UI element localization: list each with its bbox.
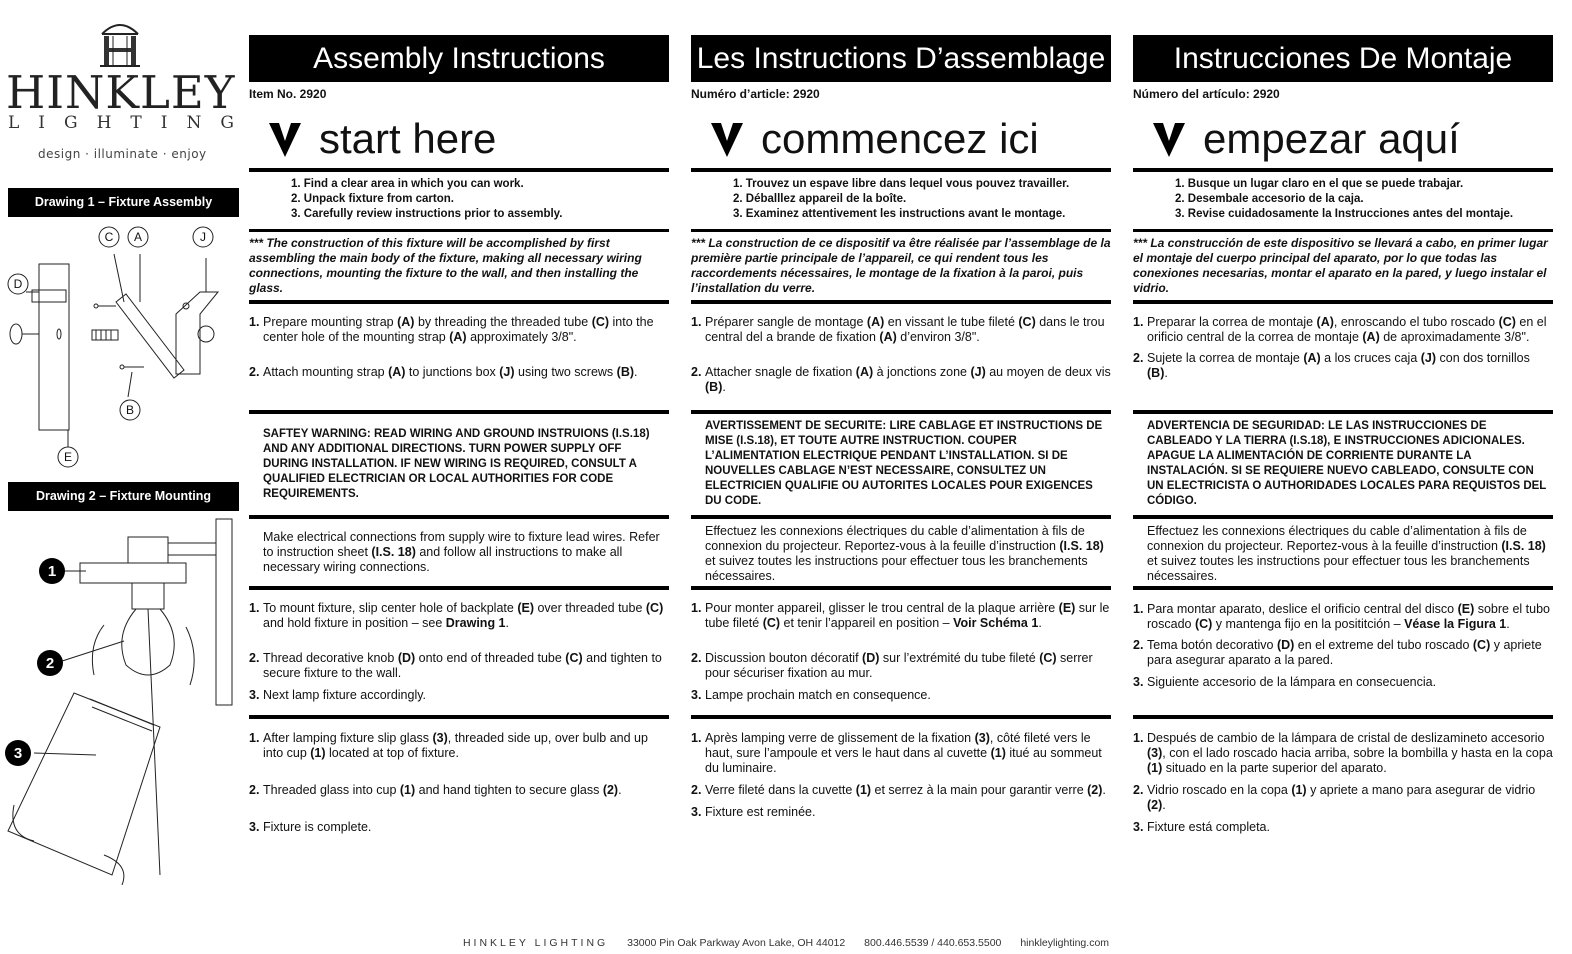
step-text: y apriete para asegurar aparato a la pared.: [1147, 638, 1542, 667]
brand-sub: LIGHTING: [8, 113, 253, 133]
column-title: Les Instructions D’assemblage: [691, 35, 1111, 82]
step-text: (1): [1291, 783, 1307, 797]
step-number: 1.: [249, 315, 260, 329]
step-text: en el extreme del tubo roscado: [1294, 638, 1473, 652]
electrical-connections: [691, 519, 1111, 586]
footer: [0, 937, 1572, 949]
step-text: (A): [855, 365, 874, 379]
step-text: (A): [397, 315, 415, 329]
step-number: 3.: [691, 805, 702, 819]
step-number: 3.: [249, 688, 260, 702]
step-s3-1: [691, 731, 1111, 776]
step-text: à jonctions zone: [873, 365, 971, 379]
step-text: (A): [879, 330, 897, 344]
step-text: y apriete a mano para asegurar de vidrio: [1306, 783, 1536, 797]
column-french: [691, 35, 1111, 865]
step-text: After lamping fixture slip glass: [263, 731, 433, 745]
step-text: (J): [970, 365, 986, 379]
elec-text: Effectuez les connexions électriques du cable d’alimentation à fils de connexion du projecteur. Reportez-vous à la feuille d’instruction: [1147, 524, 1527, 553]
elec-ref: (I.S. 18): [1059, 539, 1104, 553]
step-text: Lampe prochain match en consequence.: [705, 688, 931, 702]
step-s1-2: [1133, 351, 1553, 381]
brand-tagline: design · illuminate · enjoy: [38, 147, 207, 161]
step-text: .: [1038, 616, 1042, 630]
drawing-2-fixture-mounting: [4, 515, 240, 885]
safety-warning: ADVERTENCIA DE SEGURIDAD: LE LAS INSTRUCCIONES DE CABLEADO Y LA TIERRA (I.S.18), E INSTRUCCIONES ADICIONALES. APAGUE LA ALIMENTACIÓN DE CORRIENTE DURANTE LA INSTALACIÓN. SI SE REQUIERE NUEVO CABLEADO, CONSULTE CON UN ELECTRICISTA O AUTHORIDADES LOCALES PARA REQUISTOS DEL CÓDIGO.: [1147, 420, 1547, 507]
step-s2-2: [691, 651, 1111, 681]
step-number: 1.: [691, 315, 702, 329]
step-number: 3.: [249, 820, 260, 834]
step-text: , enroscando el tubo roscado: [1333, 315, 1499, 329]
start-here: [1133, 111, 1553, 168]
step-text: Après lamping verre de glissement de la fixation: [705, 731, 975, 745]
mount-steps: [691, 590, 1111, 715]
prep-item: 2. Desembale accesorio de la caja.: [1175, 193, 1364, 205]
prep-list: [1133, 172, 1553, 229]
step-text: .: [1164, 366, 1168, 380]
step-text: (A): [388, 365, 406, 379]
step-text: to junctions box: [405, 365, 500, 379]
step-number: 1.: [1133, 315, 1144, 329]
step-text: a los cruces caja: [1320, 351, 1421, 365]
step-text: Pour monter appareil, glisser le trou central de la plaque arrière: [705, 601, 1059, 615]
callout-2: 2: [45, 655, 55, 672]
prep-item: 3. Revise cuidadosamente la Instrucciones antes del montaje.: [1175, 208, 1514, 220]
elec-text: et suivez toutes les instructions pour effectuer tous les branchements nécessaires.: [1147, 554, 1530, 583]
callout-e: E: [63, 450, 73, 464]
step-number: 2.: [1133, 638, 1144, 652]
step-text: de aproximadamente 3/8".: [1379, 330, 1530, 344]
step-text: (J): [1420, 351, 1437, 365]
step-number: 2.: [691, 365, 702, 379]
column-english: [249, 35, 669, 865]
step-text: Fixture está completa.: [1147, 820, 1270, 834]
step-text: (E): [517, 601, 534, 615]
step-number: 1.: [1133, 602, 1144, 616]
safety-warning: AVERTISSEMENT DE SECURITE: LIRE CABLAGE ET INSTRUCTIONS DE MISE (I.S.18), ET TOUTE AUTRE INSTRUCTION. COUPER L’ALIMENTATION ELECTRIQUE PENDANT L’INSTALLATION. SI DE NOUVELLES CABLAGE N’EST NECESSAIRE, CONSULTEZ UN ELECTRICIEN QUALIFIE OU AUTORITES LOCALES POUR EXIGENCES DU CODE.: [705, 420, 1103, 507]
step-text: (A): [1362, 330, 1380, 344]
glass-steps: [249, 719, 669, 835]
strap-steps: [691, 304, 1111, 410]
step-text: serrer pour sécuriser fixation au mur.: [705, 651, 1093, 680]
step-s3-1: [1133, 731, 1553, 776]
step-text: situado en la parte superior del aparato.: [1162, 761, 1387, 775]
electrical-connections: [1133, 519, 1553, 586]
step-text: au moyen de deux vis: [985, 365, 1111, 379]
step-text: .: [1102, 783, 1106, 797]
callout-d: D: [13, 277, 23, 291]
start-here: [249, 111, 669, 168]
step-text: (2): [1087, 783, 1103, 797]
step-text: (1): [399, 783, 416, 797]
start-text: empezar aquí: [1203, 115, 1460, 162]
step-text: Tema botón decorativo: [1147, 638, 1277, 652]
step-text: .: [618, 783, 622, 797]
step-text: Fixture est reminée.: [705, 805, 816, 819]
step-number: 1.: [1133, 731, 1144, 745]
step-text: (C): [1194, 617, 1213, 631]
step-text: Preparar la correa de montaje: [1147, 315, 1317, 329]
step-text: en el orificio central de la correa de montaje: [1147, 315, 1547, 344]
step-s2-2: [249, 651, 669, 681]
callout-c: C: [104, 230, 114, 244]
step-text: Prepare mounting strap: [263, 315, 398, 329]
step-number: 3.: [1133, 675, 1144, 689]
step-text: and tighten to secure fixture to the wall.: [263, 651, 662, 680]
step-number: 3.: [691, 688, 702, 702]
prep-item: 2. Unpack fixture from carton.: [291, 193, 454, 205]
step-text: dans le trou central del a brande de fixation: [705, 315, 1105, 344]
step-text: Attach mounting strap: [263, 365, 389, 379]
step-text: Verre fileté dans la cuvette: [705, 783, 856, 797]
construction-note: *** La construction de ce dispositif va être réalisée par l’assemblage de la première partie principale de l’appareil, ce qui rendent tous les raccordements nécessaires, le montage de la fixation à la paroi, puis l’installation du verre.: [691, 236, 1111, 295]
prep-list: [691, 172, 1111, 229]
callout-j: J: [200, 230, 206, 244]
step-s3-2: [249, 783, 669, 798]
callout-3: 3: [13, 745, 23, 762]
mount-steps: [1133, 590, 1553, 715]
step-text: over threaded tube: [533, 601, 646, 615]
column-spanish: [1133, 35, 1553, 865]
step-text: Threaded glass into cup: [263, 783, 400, 797]
step-text: (B): [705, 380, 723, 394]
prep-item: 2. Déballlez appareil de la boîte.: [733, 193, 907, 205]
step-s2-3: [1133, 675, 1553, 690]
step-s2-1: [249, 601, 669, 631]
step-number: 2.: [1133, 783, 1144, 797]
drawing-1-label: Drawing 1 – Fixture Assembly: [8, 188, 239, 217]
step-text: (A): [1303, 351, 1321, 365]
step-text: Thread decorative knob: [263, 651, 398, 665]
step-s2-3: [691, 688, 1111, 703]
column-title: Instrucciones De Montaje: [1133, 35, 1553, 82]
step-number: 2.: [691, 783, 702, 797]
hinkley-crest-icon: [98, 20, 142, 68]
step-text: To mount fixture, slip center hole of backplate: [263, 601, 518, 615]
step-text: d’environ 3/8".: [896, 330, 980, 344]
strap-steps: [1133, 304, 1553, 410]
step-text: sur le tube fileté: [705, 601, 1110, 630]
step-text: using two screws: [514, 365, 617, 379]
step-number: 3.: [1133, 820, 1144, 834]
step-text: (A): [449, 330, 467, 344]
step-text: (C): [1472, 638, 1491, 652]
step-text: .: [722, 380, 726, 394]
step-text: Siguiente accesorio de la lámpara en consecuencia.: [1147, 675, 1437, 689]
construction-note: *** La construcción de este dispositivo se llevará a cabo, en primer lugar el montaje del cuerpo principal del aparato, por lo que todas las conexiones necesarias, montar el aparato en la pared, y luego instalar el vidrio.: [1133, 236, 1548, 295]
step-s1-1: [1133, 315, 1553, 345]
item-number: Item No. 2920: [249, 87, 327, 101]
item-number: Numéro d’article: 2920: [691, 87, 820, 101]
elec-text: Effectuez les connexions électriques du cable d’alimentation à fils de connexion du projecteur. Reportez-vous à la feuille d’instruction: [705, 524, 1085, 553]
step-text: (C): [1018, 315, 1036, 329]
step-text: Drawing 1: [445, 616, 506, 630]
step-text: .: [1506, 617, 1510, 631]
step-text: Next lamp fixture accordingly.: [263, 688, 427, 702]
sidebar: [0, 0, 253, 954]
step-text: (C): [1039, 651, 1057, 665]
step-text: (B): [1147, 366, 1165, 380]
footer-web[interactable]: hinkleylighting.com: [1020, 937, 1110, 949]
step-s1-2: [691, 365, 1111, 395]
step-text: (D): [397, 651, 416, 665]
elec-text: Make electrical connections from supply wire to fixture lead wires. Refer to instruction sheet: [263, 530, 660, 559]
step-text: .: [634, 365, 638, 379]
step-text: and hand tighten to secure glass: [415, 783, 603, 797]
strap-steps: [249, 304, 669, 410]
step-text: con dos tornillos: [1436, 351, 1530, 365]
step-text: Para montar aparato, deslice el orificio central del disco: [1147, 602, 1458, 616]
step-s2-1: [1133, 602, 1553, 632]
step-s2-3: [249, 688, 669, 703]
drawing-1-fixture-assembly: [4, 222, 240, 470]
step-s3-3: [691, 805, 1111, 820]
footer-brand: HINKLEY LIGHTING: [462, 937, 609, 949]
step-text: approximately 3/8".: [466, 330, 577, 344]
glass-steps: [1133, 719, 1553, 835]
step-text: Discussion bouton décoratif: [705, 651, 863, 665]
step-text: (D): [862, 651, 880, 665]
chevron-down-icon: [269, 123, 301, 157]
step-number: 1.: [249, 731, 260, 745]
step-number: 1.: [691, 731, 702, 745]
step-s3-2: [691, 783, 1111, 798]
prep-item: 1. Busque un lugar claro en el que se puede trabajar.: [1175, 178, 1464, 190]
safety-warning: SAFTEY WARNING: READ WIRING AND GROUND INSTRUIONS (I.S.18) AND ANY ADDITIONAL DIRECTIONS. TURN POWER SUPPLY OFF DURING INSTALLATION. IF NEW WIRING IS REQUIRED, CONSULT A QUALIFIED ELECTRICIAN OR LOCAL AUTHORITIES FOR CODE REQUIREMENTS.: [263, 428, 650, 500]
prep-item: 1. Trouvez un espave libre dans lequel vous pouvez travailler.: [733, 178, 1070, 190]
step-text: Después de cambio de la lámpara de cristal de deslizamineto accesorio: [1147, 731, 1545, 745]
electrical-connections: [249, 519, 669, 586]
step-text: Vidrio roscado en la copa: [1147, 783, 1292, 797]
step-text: (C): [1498, 315, 1516, 329]
step-number: 2.: [691, 651, 702, 665]
prep-list: [249, 172, 669, 229]
step-text: (E): [1058, 601, 1076, 615]
start-here: [691, 111, 1111, 168]
step-text: located at top of fixture.: [325, 746, 459, 760]
chevron-down-icon: [711, 123, 743, 157]
drawing-2-label: Drawing 2 – Fixture Mounting: [8, 482, 239, 511]
step-text: et serrez à la main pour garantir verre: [871, 783, 1088, 797]
step-text: , threaded side up, over bulb and up into cup: [263, 731, 648, 760]
callout-b: B: [125, 403, 135, 417]
step-text: Véase la Figura 1: [1404, 617, 1507, 631]
glass-steps: [691, 719, 1111, 820]
step-text: , côté fileté vers le haut, sure l’ampoule et vers le haut dans al cuvette: [705, 731, 1091, 760]
elec-ref: (I.S. 18): [1501, 539, 1546, 553]
mount-steps: [249, 590, 669, 715]
step-text: Préparer sangle de montage: [705, 315, 867, 329]
step-text: itué au sommeut du luminaire.: [705, 746, 1102, 775]
step-s1-1: [249, 315, 669, 345]
step-text: Fixture is complete.: [263, 820, 372, 834]
footer-address: 33000 Pin Oak Parkway Avon Lake, OH 44012: [627, 937, 846, 949]
step-s3-3: [1133, 820, 1553, 835]
construction-note: *** The construction of this fixture will be accomplished by first assembling the main body of the fixture, making all necessary wiring connections, mounting the fixture to the wall, and then installing the glass.: [249, 236, 642, 295]
step-text: Sujete la correa de montaje: [1147, 351, 1304, 365]
elec-text: et suivez toutes les instructions pour effectuer tous les branchements nécessaires.: [705, 554, 1088, 583]
prep-item: 3. Carefully review instructions prior to assembly.: [291, 208, 563, 220]
step-text: onto end of threaded tube: [415, 651, 566, 665]
start-text: commencez ici: [761, 115, 1039, 162]
step-text: (1): [310, 746, 326, 760]
step-text: .: [505, 616, 509, 630]
step-text: (D): [1276, 638, 1295, 652]
step-text: .: [1162, 798, 1166, 812]
step-text: (3): [974, 731, 990, 745]
footer-phone: 800.446.5539 / 440.653.5500: [864, 937, 1002, 949]
brand-name: HINKLEY: [6, 66, 236, 119]
step-s3-1: [249, 731, 669, 761]
step-text: (C): [565, 651, 583, 665]
step-text: (B): [616, 365, 635, 379]
step-text: , con el lado roscado hacia arriba, sobre la bombilla y hasta en la copa: [1162, 746, 1553, 760]
step-text: into the center hole of the mounting strap: [263, 315, 654, 344]
step-s3-2: [1133, 783, 1553, 813]
step-text: Attacher snagle de fixation: [705, 365, 856, 379]
step-number: 1.: [691, 601, 702, 615]
step-number: 2.: [249, 651, 260, 665]
step-text: (A): [866, 315, 885, 329]
step-text: (1): [855, 783, 872, 797]
step-number: 1.: [249, 601, 260, 615]
start-text: start here: [319, 115, 497, 162]
step-text: en vissant le tube fileté: [884, 315, 1019, 329]
step-text: (2): [1147, 798, 1163, 812]
step-text: (A): [1316, 315, 1334, 329]
step-text: (C): [591, 315, 610, 329]
column-title: Assembly Instructions: [249, 35, 669, 82]
step-s2-2: [1133, 638, 1553, 668]
step-text: (2): [602, 783, 619, 797]
callout-1: 1: [47, 563, 57, 580]
elec-text: and follow all instructions to make all necessary wiring connections.: [263, 545, 623, 574]
step-text: (E): [1457, 602, 1475, 616]
step-text: (1): [990, 746, 1006, 760]
step-text: sobre el tubo roscado: [1147, 602, 1550, 631]
step-text: Voir Schéma 1: [953, 616, 1039, 630]
step-text: by threading the threaded tube: [414, 315, 592, 329]
step-text: et tenir l’appareil en position –: [780, 616, 954, 630]
callout-a: A: [133, 230, 143, 244]
step-text: sur l’extrémité du tube fileté: [879, 651, 1040, 665]
step-text: (C): [645, 601, 664, 615]
step-text: (1): [1147, 761, 1163, 775]
prep-item: 3. Examinez attentivement les instructions avant le montage.: [733, 208, 1066, 220]
step-number: 2.: [249, 783, 260, 797]
item-number: Número del artículo: 2920: [1133, 87, 1280, 101]
step-s1-1: [691, 315, 1111, 345]
step-text: (J): [499, 365, 515, 379]
step-number: 2.: [1133, 351, 1144, 365]
step-text: y mantenga fijo en la posititción –: [1212, 617, 1405, 631]
step-number: 2.: [249, 365, 260, 379]
step-text: (C): [762, 616, 781, 630]
step-text: (3): [1147, 746, 1163, 760]
step-text: and hold fixture in position – see: [263, 616, 446, 630]
step-s3-3: [249, 820, 669, 835]
step-s1-2: [249, 365, 669, 380]
step-s2-1: [691, 601, 1111, 631]
chevron-down-icon: [1153, 123, 1185, 157]
prep-item: 1. Find a clear area in which you can work.: [291, 178, 524, 190]
step-text: (3): [432, 731, 448, 745]
elec-ref: (I.S. 18): [371, 545, 416, 559]
